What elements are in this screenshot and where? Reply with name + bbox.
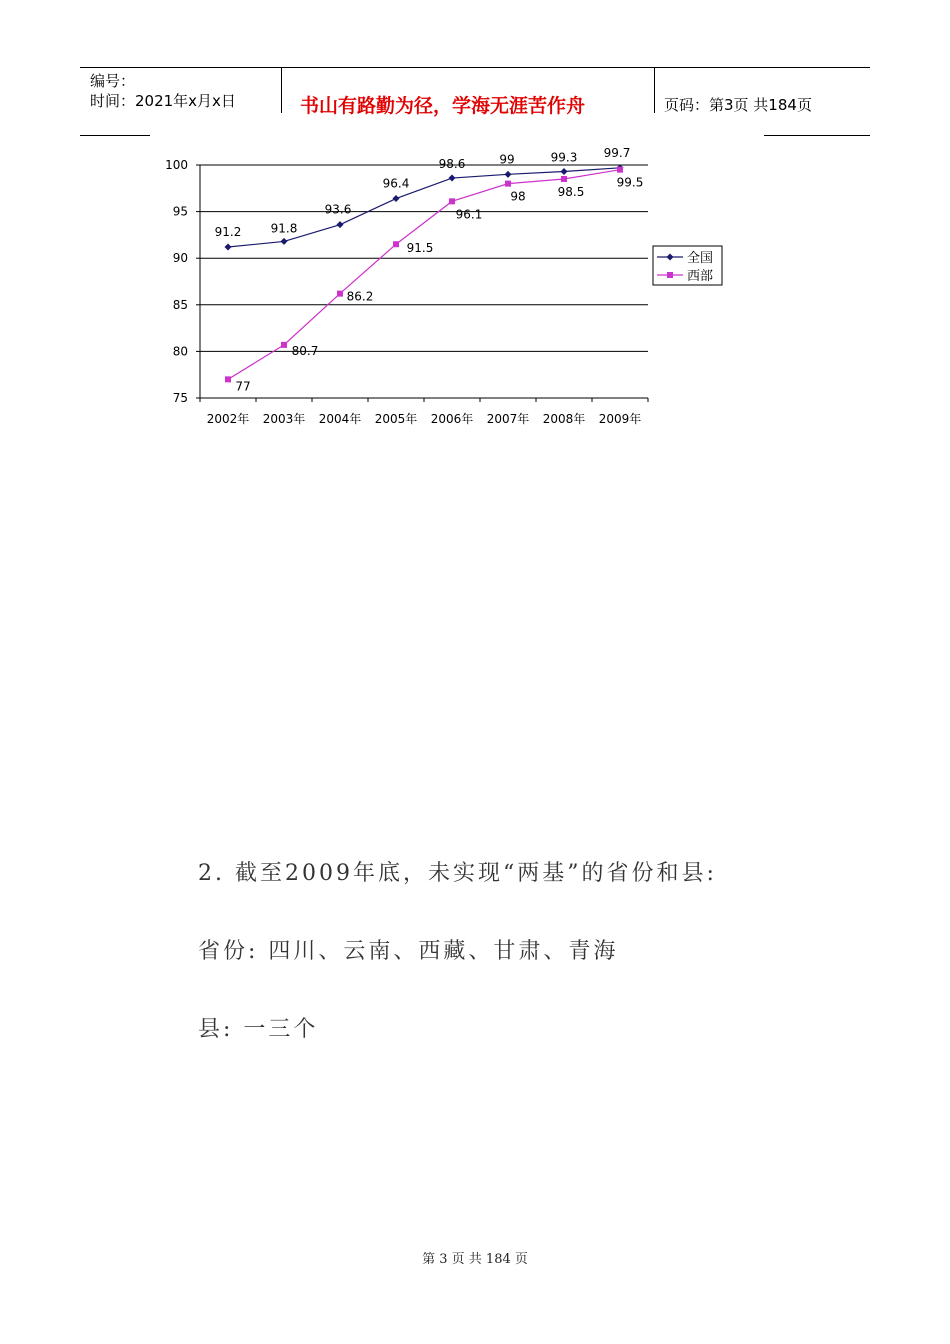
- header-underline-left: [80, 135, 150, 136]
- data-point-western: [393, 241, 399, 247]
- header-divider-left: [281, 68, 282, 113]
- data-point-western: [337, 291, 343, 297]
- x-tick-label: 2009年: [598, 412, 642, 426]
- data-label: 91.2: [214, 225, 242, 240]
- data-label: 96.4: [382, 176, 410, 191]
- y-tick-label: 75: [172, 391, 188, 405]
- data-label: 96.1: [455, 207, 483, 222]
- data-label: 80.7: [291, 343, 319, 358]
- line-chart: [155, 138, 755, 438]
- y-tick-label: 100: [165, 158, 188, 172]
- x-tick-label: 2002年: [206, 412, 250, 426]
- y-tick-label: 90: [172, 251, 188, 266]
- data-point-western: [561, 176, 567, 182]
- header-number-label: 编号：: [90, 72, 136, 90]
- x-tick-label: 2003年: [262, 412, 306, 426]
- x-tick-label: 2004年: [318, 412, 362, 426]
- data-point-western: [505, 181, 511, 187]
- data-label: 91.8: [270, 221, 298, 236]
- data-label: 77: [235, 379, 251, 394]
- y-tick-label: 80: [172, 344, 188, 359]
- header-underline-right: [764, 135, 870, 136]
- header-divider-right: [654, 68, 655, 113]
- header-motto: 书山有路勤为径，学海无涯苦作舟: [300, 95, 586, 117]
- data-label: 99.5: [616, 175, 644, 190]
- header-page-info: 页码：第3页 共184页: [664, 96, 812, 114]
- data-label: 98.5: [557, 184, 585, 199]
- data-label: 99.7: [603, 145, 631, 160]
- data-label: 99.3: [550, 150, 578, 165]
- data-point-national: [337, 221, 344, 228]
- data-label: 93.6: [324, 202, 352, 217]
- x-tick-label: 2006年: [430, 412, 474, 426]
- header-time-label: 时间：2021年x月x日: [90, 92, 236, 110]
- footer-page-number: 第 3 页 共 184 页: [422, 1252, 528, 1267]
- data-point-western: [225, 376, 231, 382]
- data-point-national: [393, 195, 400, 202]
- data-label: 98.6: [438, 157, 466, 172]
- y-tick-label: 85: [172, 297, 188, 312]
- data-point-national: [281, 238, 288, 245]
- header-left-block: [90, 71, 236, 111]
- y-tick-label: 95: [172, 204, 188, 219]
- x-tick-label: 2008年: [542, 412, 586, 426]
- data-label: 86.2: [346, 289, 374, 304]
- data-point-national: [449, 175, 456, 182]
- data-point-western: [281, 342, 287, 348]
- data-label: 98: [510, 189, 526, 204]
- text-line-item-2: 2. 截至2009年底，未实现“两基”的省份和县:: [198, 861, 717, 886]
- x-tick-label: 2007年: [486, 412, 530, 426]
- data-label: 99: [499, 152, 515, 167]
- header-top-rule: [80, 67, 870, 68]
- text-line-counties: 县: 一三个: [198, 1017, 319, 1042]
- data-point-national: [225, 244, 232, 251]
- text-line-provinces: 省份: 四川、云南、西藏、甘肃、青海: [198, 939, 619, 964]
- legend-marker: [667, 272, 673, 278]
- data-label: 91.5: [406, 241, 434, 256]
- legend-label: 西部: [687, 269, 714, 284]
- data-point-national: [505, 171, 512, 178]
- series-line-western: [228, 170, 620, 380]
- data-point-western: [449, 198, 455, 204]
- x-tick-label: 2005年: [374, 412, 418, 426]
- legend-label: 全国: [687, 251, 714, 266]
- data-point-national: [561, 168, 568, 175]
- data-point-western: [617, 167, 623, 173]
